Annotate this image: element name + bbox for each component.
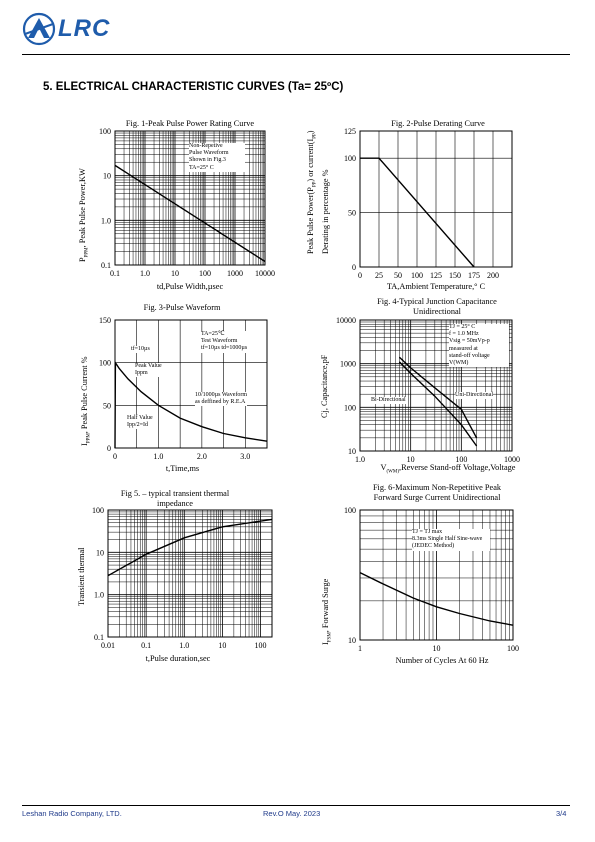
chart-svg <box>344 127 512 280</box>
fig5-title: Fig 5. – typical transient thermal impedance <box>120 489 230 508</box>
x-tick-label: 0 <box>358 271 362 280</box>
x-tick-label: 50 <box>394 271 402 280</box>
section-title: 5. ELECTRICAL CHARACTERISTIC CURVES (Ta= 25ºC) <box>43 81 344 93</box>
x-tick-label: 10000 <box>255 269 275 278</box>
x-tick-label: 1.0 <box>153 452 164 461</box>
x-tick-label: 1.0 <box>355 455 365 464</box>
x-tick-label: 125 <box>430 271 442 280</box>
fig6-annotation: TJ = TJ max 8.3ms Single Half Sine-wave (JEDEC Method) <box>412 529 490 551</box>
x-tick-label: 0 <box>113 452 117 461</box>
fig2-ylabel: Peak Pulse $Power(P_{PP})$ or $current(I_{PP})$ Derating in percentage % <box>306 130 330 254</box>
grid <box>360 131 512 267</box>
fig2-title: Fig. 2-Pulse Derating Curve <box>391 119 485 128</box>
fig3-half-annotation: Half Value Ipp/2=Id <box>127 415 153 429</box>
y-tick-label: 10 <box>348 636 356 645</box>
footer-revision: Rev.O May. 2023 <box>263 809 321 818</box>
x-tick-label: 25 <box>375 271 383 280</box>
fig3-waveform-annotation: 10/1000µs Waveform as deffined by R.E.A <box>195 392 248 406</box>
y-tick-label: 150 <box>99 316 111 325</box>
footer-company: Leshan Radio Company, LTD. <box>22 809 122 818</box>
y-tick-label: 1.0 <box>94 590 104 600</box>
fig1-title: Fig. 1-Peak Pulse Power Rating Curve <box>125 119 255 128</box>
y-tick-label: 100 <box>344 154 356 164</box>
fig6-title: Fig. 6-Maximum Non-Repetitive Peak Forward Surge Current Unidirectional <box>372 483 502 502</box>
series-line-0 <box>108 519 272 575</box>
fig4-annotation: TJ = 25° C f = 1.0 MHz Vsig = 50mVp-p measured at stand-off voltage V(WM) <box>449 324 509 367</box>
x-tick-label: 0.1 <box>141 641 152 650</box>
x-tick-label: 100 <box>455 455 468 464</box>
y-tick-label: 100 <box>99 127 111 136</box>
y-tick-label: 1.0 <box>101 216 111 226</box>
y-tick-label: 1000 <box>340 359 356 369</box>
fig1-xlabel: td,Pulse Width,µsec <box>156 282 224 291</box>
header-rule <box>22 54 570 55</box>
y-tick-label: 100 <box>344 506 356 515</box>
x-tick-label: 10 <box>218 641 227 650</box>
x-tick-label: 100 <box>411 271 423 280</box>
x-tick-label: 150 <box>449 271 461 280</box>
y-tick-label: 10000 <box>336 316 356 325</box>
plot-frame <box>108 510 272 637</box>
fig2-xlabel: TA,Ambient Temperature,° C <box>386 282 486 291</box>
company-logo <box>22 12 122 48</box>
chart-svg <box>92 506 272 650</box>
x-tick-label: 10 <box>171 269 179 278</box>
fig6-ylabel: $I_{FSM}$, Forward Surge <box>321 578 333 645</box>
x-tick-label: 1000 <box>504 455 520 464</box>
fig3-tf-annotation: tf=10µs <box>131 346 150 352</box>
y-tick-label: 50 <box>348 208 356 218</box>
x-tick-label: 100 <box>507 644 519 653</box>
x-tick-label: 10 <box>406 455 415 464</box>
fig4-unidirectional-label: Uni-Directional <box>455 392 493 398</box>
x-tick-label: 1 <box>358 644 362 653</box>
footer-rule <box>22 805 570 806</box>
y-tick-label: 0 <box>352 263 356 272</box>
x-tick-label: 200 <box>487 271 499 280</box>
fig3-xlabel: t,Time,ms <box>165 464 200 473</box>
fig6-xlabel: Number of Cycles At 60 Hz <box>395 656 489 665</box>
x-tick-label: 1000 <box>227 269 243 278</box>
x-tick-label: 1.0 <box>140 269 150 278</box>
x-tick-label: 2.0 <box>196 452 207 461</box>
x-tick-label: 175 <box>468 271 480 280</box>
fig3-ylabel: $I_{PPM}$, Peak Pulse Current % <box>80 356 92 446</box>
grid <box>108 510 272 637</box>
y-tick-label: 10 <box>103 171 111 181</box>
x-tick-label: 1.0 <box>179 641 190 650</box>
y-tick-label: 50 <box>103 401 111 411</box>
y-tick-label: 0.1 <box>94 633 104 642</box>
x-tick-label: 0.1 <box>110 269 120 278</box>
x-tick-label: 100 <box>199 269 211 278</box>
fig4-bidirectional-label: Bi-Directional <box>371 397 406 403</box>
fig3-peak-annotation: Peak Value Ippm <box>135 363 162 377</box>
fig1-ylabel: $P_{PPM}$, Peak Pulse Power,KW <box>78 168 90 262</box>
y-tick-label: 10 <box>96 548 104 558</box>
x-tick-label: 0.01 <box>101 641 115 650</box>
fig3-title: Fig. 3-Pulse Waveform <box>143 303 221 312</box>
logo-text: LRC <box>58 15 111 42</box>
fig3-test-annotation: TA=25℃ Test Waveform tf=10µs td=1000µs <box>201 331 263 353</box>
y-tick-label: 100 <box>92 506 104 515</box>
fig2-plot <box>344 127 512 280</box>
y-tick-label: 10 <box>348 447 356 456</box>
y-tick-label: 125 <box>344 127 356 136</box>
y-tick-label: 100 <box>344 403 356 413</box>
fig5-xlabel: t,Pulse duration,sec <box>145 654 211 663</box>
x-tick-label: 100 <box>254 641 267 650</box>
x-tick-label: 3.0 <box>240 452 251 461</box>
fig4-xlabel: $V_{(WM)},Reverse$ Stand-off Voltage,Voltage <box>380 463 516 475</box>
fig5-plot <box>92 506 272 650</box>
fig1-annotation: Non-Repetive Pulse Waveform Shown in Fig.3 TA=25° C <box>189 143 245 172</box>
footer-page: 3/4 <box>556 809 567 818</box>
y-tick-label: 0 <box>107 444 111 453</box>
fig4-title: Fig. 4-Typical Junction Capacitance Unidirectional <box>377 297 497 316</box>
fig4-ylabel: Cj, Capacitance,pF <box>320 354 329 418</box>
fig5-ylabel: Transient thermal <box>77 547 86 606</box>
x-tick-label: 10 <box>432 644 441 653</box>
y-tick-label: 100 <box>99 358 111 368</box>
y-tick-label: 0.1 <box>101 261 111 270</box>
